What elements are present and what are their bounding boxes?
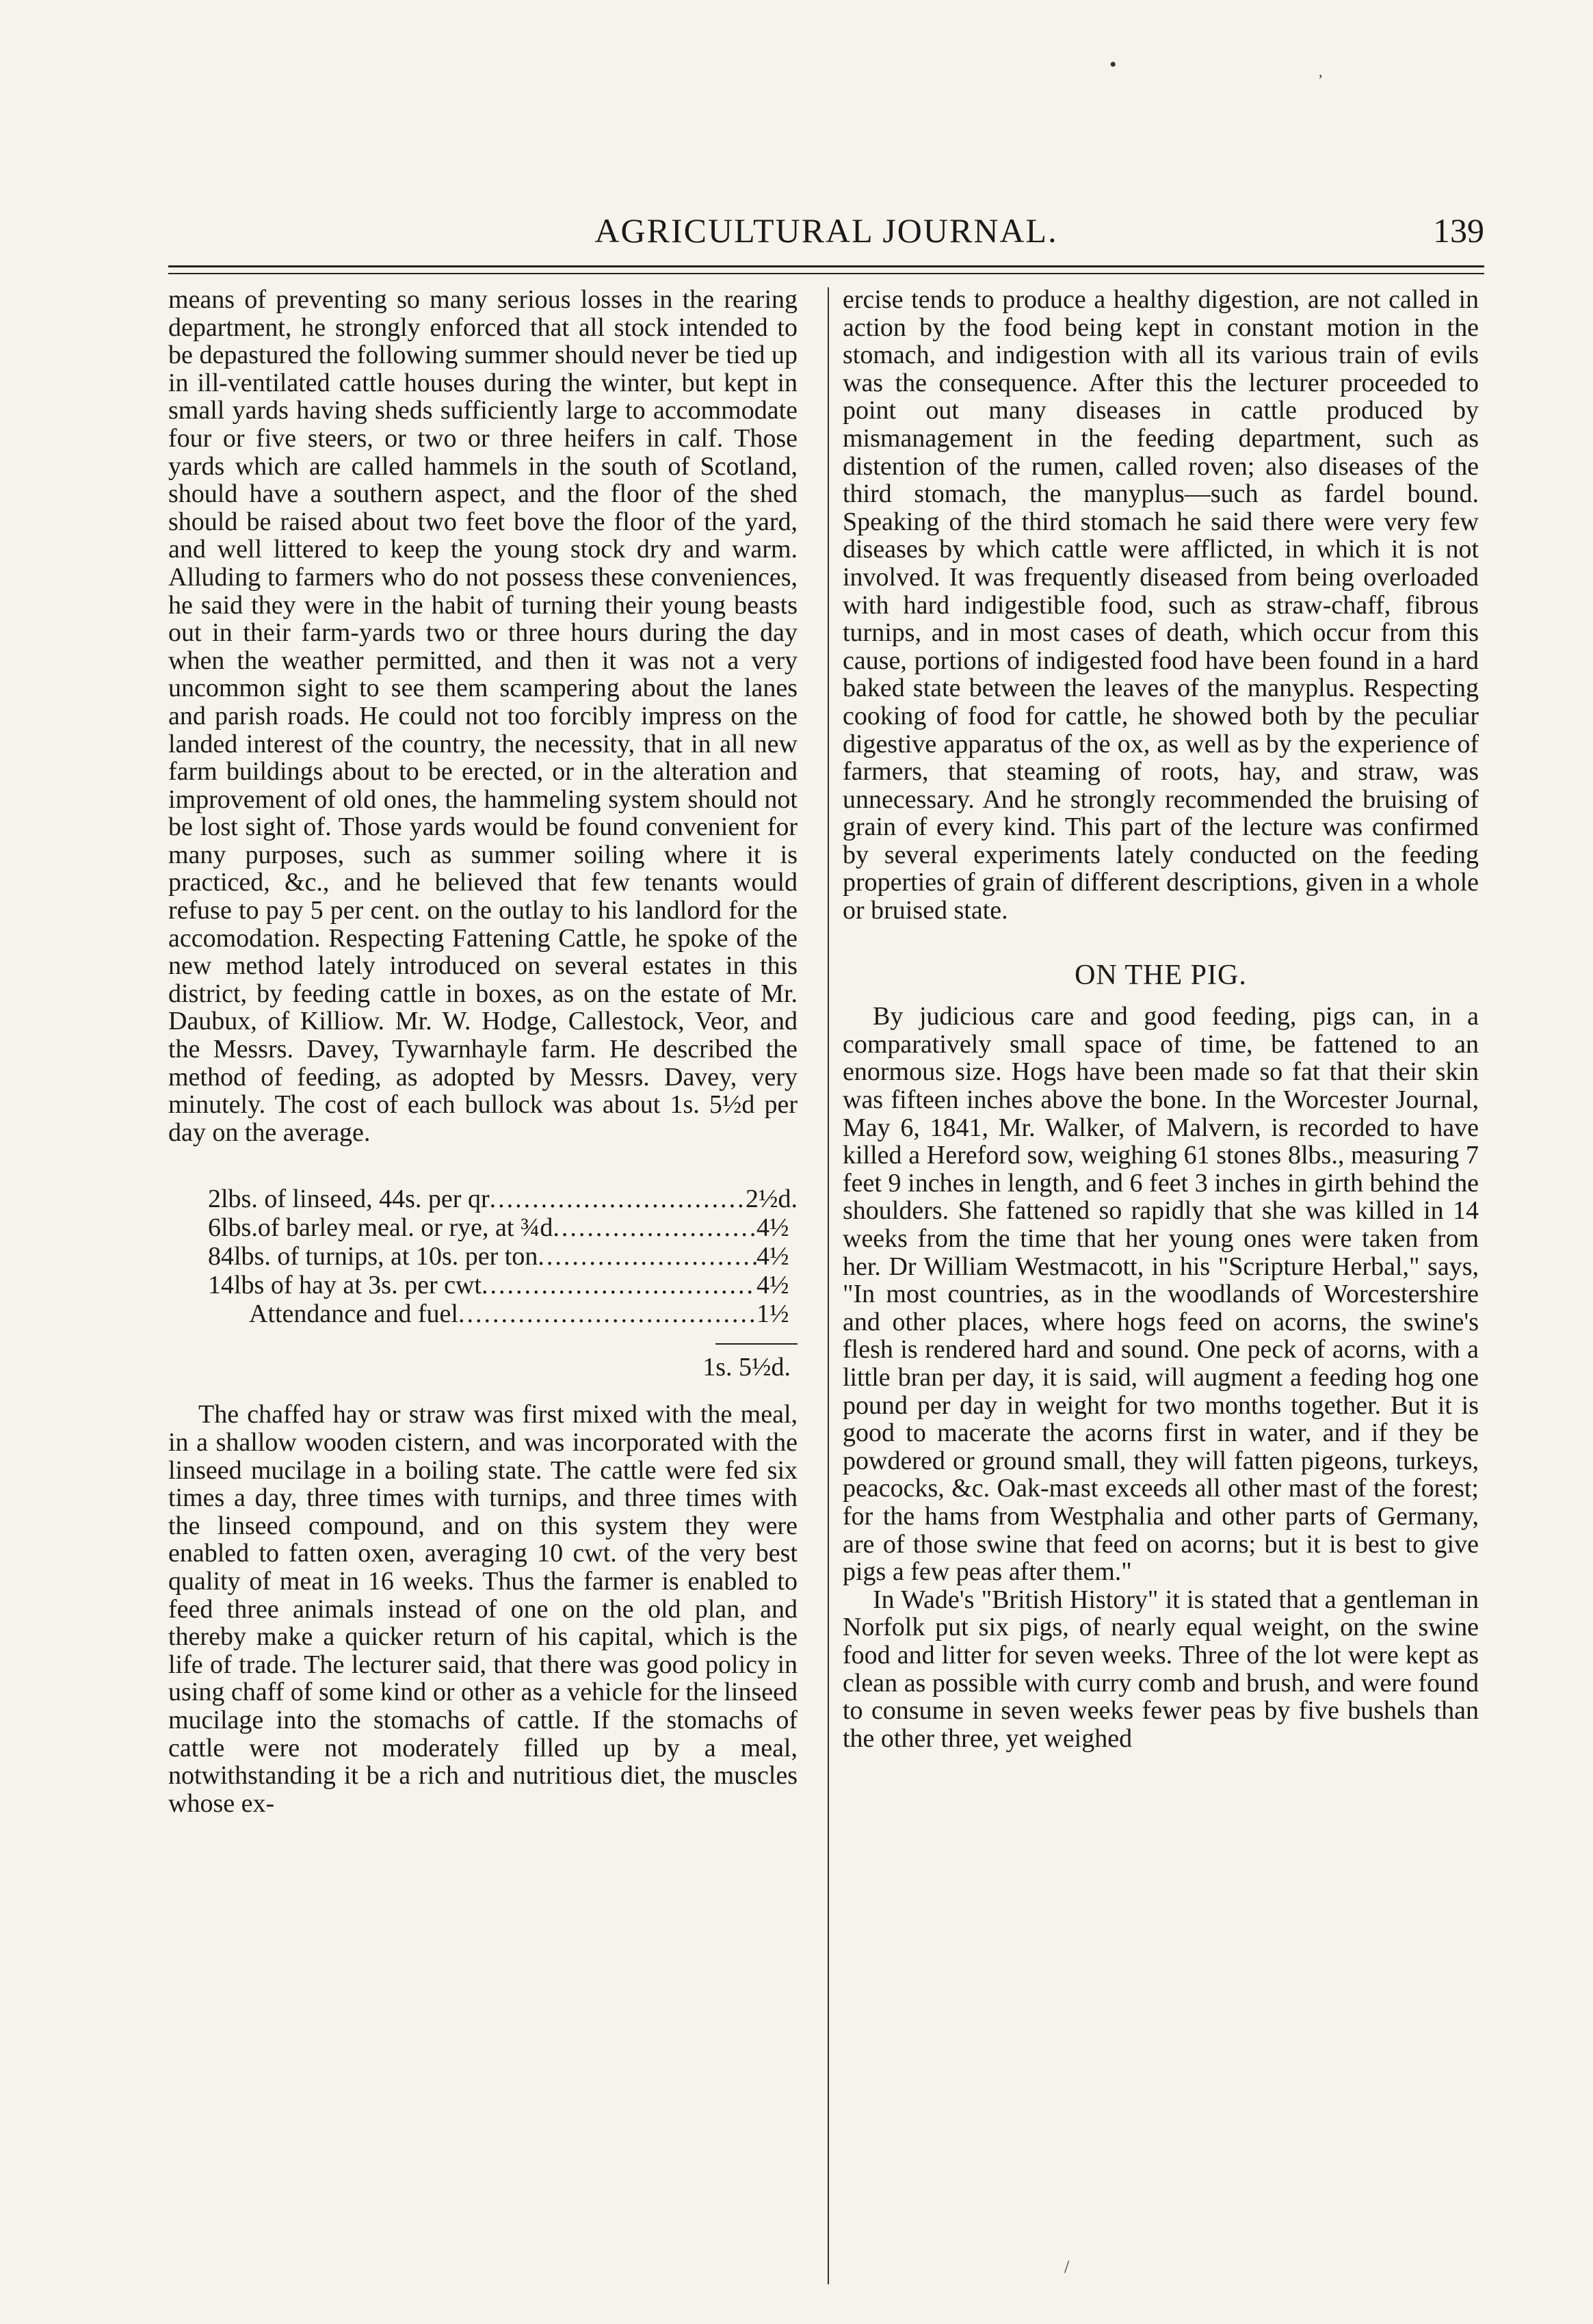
leader-dots <box>490 1185 746 1213</box>
cost-row <box>208 1213 798 1242</box>
sum-rule <box>715 1343 798 1345</box>
cost-value: 4½ <box>756 1213 789 1243</box>
leader-dots <box>458 1299 756 1328</box>
column-divider <box>828 287 829 2284</box>
left-paragraph-2: The chaffed hay or straw was first mixed with the meal, in a shallow wooden cistern, and was incorporated with the linseed mucilage in a boiling state. The cattle were fed six times a day, three times with turnips, and three times with the linseed compound, and on this system they were enabled to fatten oxen, averaging 10 cwt. of the very best quality of meat in 16 weeks. Thus the farmer is enabled to feed three animals instead of one on the old plan, and thereby make a quicker return of his capital, which is the life of trade. The lecturer said, that there was good policy in using chaff of some kind or other as a vehicle for the linseed mucilage into the stomachs of cattle. If the stomachs of cattle were not moderately filled up by a meal, notwithstanding it be a rich and nutritious diet, the muscles whose ex- <box>168 1400 798 1818</box>
right-paragraph-1: ercise tends to produce a healthy digestion, are not called in action by the food being kept in constant motion in the stomach, and indigestion with all its various train of evils was the consequence. After this the lecturer proceeded to point out many diseases in cattle produced by mismanagement in the feeding department, such as distention of the rumen, called roven; also diseases of the third stomach, the manyplus—such as fardel bound. Speaking of the third stomach he said there were very few diseases by which cattle were afflicted, in which it is not involved. It was frequently diseased from being overloaded with hard indigestible food, such as straw-chaff, fibrous turnips, and in most cases of death, which occur from this cause, portions of indigested food have been found in a hard baked state between the leaves of the manyplus. Respecting cooking of food for cattle, he showed both by the peculiar digestive apparatus of the ox, as well as by the experience of farmers, that steaming of roots, hay, and straw, was unnecessary. And he strongly recommended the bruising of grain of every kind. This part of the lecture was confirmed by several experiments lately conducted on the feeding properties of grain of different descriptions, given in a whole or bruised state. <box>843 285 1479 925</box>
right-column <box>843 286 1479 1752</box>
ink-speck: , <box>1319 63 1323 80</box>
running-title: AGRICULTURAL JOURNAL. <box>594 211 1058 250</box>
right-paragraph-2: By judicious care and good feeding, pigs can, in a comparatively small space of time, be fattened to an enormous size. Hogs have been made so fat that their skin was fifteen inches above the bone. In the Worcester Journal, May 6, 1841, Mr. Walker, of Malvern, is recorded to have killed a Hereford sow, weighing 61 stones 8lbs., measuring 7 feet 9 inches in length, and 6 feet 3 inches in girth behind the shoulders. She fattened so rapidly that she was killed in 14 weeks from the time that her young ones were taken from her. Dr William Westmacott, in his "Scripture Herbal," says, "In most countries, as in the woodlands of Worcestershire and other places, where hogs feed on acorns, the swine's flesh is rendered hard and sound. One peck of acorns, with a little bran per day, it is said, will augment a feeding hog one pound per day in weight for two months together. But it is good to macerate the acorns first in water, and if they be powdered or ground small, they will fatten pigeons, turkeys, peacocks, &c. Oak-mast exceeds all other mast of the forest; for the hams from Westphalia and other parts of Germany, are of those swine that feed on acorns; but it is best to give pigs a few peas after them." <box>843 1002 1479 1587</box>
cost-row <box>208 1185 798 1213</box>
cost-table <box>168 1185 798 1382</box>
page-number: 139 <box>1433 211 1484 250</box>
cost-row <box>208 1271 798 1299</box>
right-paragraph-3: In Wade's "British History" it is stated that a gentleman in Norfolk put six pigs, of nearly equal weight, on the swine food and litter for seven weeks. Three of the lot were kept as clean as possible with curry comb and brush, and were found to consume in seven weeks fewer peas by five bushels than the other three, yet weighed <box>843 1585 1479 1753</box>
leader-dots <box>553 1213 756 1242</box>
cost-item: 2lbs. of linseed, 44s. per qr <box>208 1185 490 1214</box>
cost-item: 14lbs of hay at 3s. per cwt <box>208 1271 482 1300</box>
header-rule <box>168 265 1484 274</box>
leader-dots <box>538 1242 756 1271</box>
page-header <box>168 209 1484 260</box>
cost-total: 1s. 5½d. <box>702 1353 791 1382</box>
section-title: ON THE PIG. <box>1075 959 1247 991</box>
cost-row <box>208 1242 798 1271</box>
cost-row <box>208 1299 798 1328</box>
cost-value: 4½ <box>756 1242 789 1271</box>
ink-speck: / <box>1064 2257 1070 2277</box>
cost-value: 1½ <box>756 1299 789 1329</box>
cost-item: 6lbs.of barley meal. or rye, at ¾d <box>208 1213 553 1243</box>
cost-value: 4½ <box>756 1271 789 1300</box>
ink-speck: • <box>1109 53 1117 76</box>
leader-dots <box>482 1271 756 1299</box>
left-paragraph-1: means of preventing so many serious losses in the rearing department, he strongly enforced that all stock intended to be depastured the following summer should never be tied up in ill-ventilated cattle houses during the winter, but kept in small yards having sheds sufficiently large to accommodate four or five steers, or two or three heifers in calf. Those yards which are called hammels in the south of Scotland, should have a southern aspect, and the floor of the shed should be raised about two feet bove the floor of the yard, and well littered to keep the young stock dry and warm. Alluding to farmers who do not possess these conveniences, he said they were in the habit of turning their young beasts out in their farm-yards two or three hours during the day when the weather permitted, and then it was not a very uncommon sight to see them scampering about the lanes and parish roads. He could not too forcibly impress on the landed interest of the country, the necessity, that in all new farm buildings about to be erected, or in the alteration and improvement of old ones, the hammeling system should not be lost sight of. Those yards would be found convenient for many purposes, such as summer soiling where it is practiced, &c., and he believed that few tenants would refuse to pay 5 per cent. on the outlay to his landlord for the accomodation. Respecting Fattening Cattle, he spoke of the new method lately introduced on several estates in this district, by feeding cattle in boxes, as on the estate of Mr. Daubux, of Killiow. Mr. W. Hodge, Callestock, Veor, and the Messrs. Davey, Tywarnhayle farm. He described the method of feeding, as adopted by Messrs. Davey, very minutely. The cost of each bullock was about 1s. 5½d per day on the average. <box>168 285 798 1147</box>
left-column <box>168 286 798 1817</box>
cost-item: 84lbs. of turnips, at 10s. per ton <box>208 1242 538 1271</box>
cost-value: 2½d. <box>746 1185 798 1214</box>
cost-item: Attendance and fuel <box>249 1299 458 1329</box>
